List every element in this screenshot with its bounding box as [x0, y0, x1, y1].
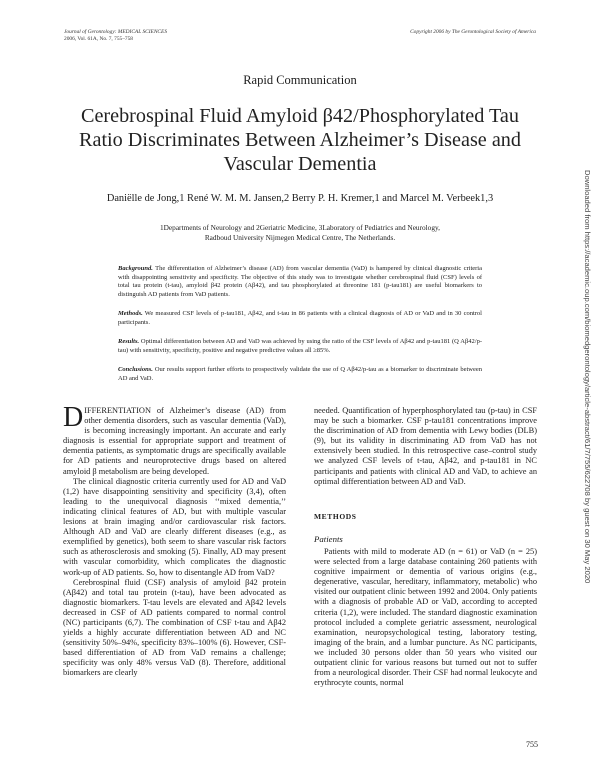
copyright-notice: Copyright 2006 by The Gerontological Society of America — [410, 29, 536, 35]
section-heading: METHODS — [314, 511, 357, 521]
abstract-label: Methods. — [118, 310, 143, 317]
abstract-text: The differentiation of Alzheimer’s disease (AD) from vascular dementia (VaD) is hampered by clinical diagnostic criteria with disappointing sensitivity and specificity. The objective of this study was to investigate whether cerebrospinal fluid (CSF) levels of total tau protein (t-tau), amyloid β42 protein (Aβ42), and tau phosphorylated at threonine 181 (p-tau181) are useful biomarkers to distinguish AD patients from VaD patients. — [118, 265, 482, 298]
abstract-label: Background. — [118, 265, 153, 272]
article-title: Cerebrospinal Fluid Amyloid β42/Phosphorylated Tau Ratio Discriminates Between Alzheimer’s Disease and Vascular Dementia — [79, 105, 521, 175]
abstract-text: Our results support further efforts to prospectively validate the use of Q Aβ42/p-tau as a biomarker to discriminate between AD and VaD. — [118, 366, 483, 382]
page-number: 755 — [526, 740, 538, 749]
intro-paragraph — [63, 402, 286, 477]
paragraph-text: IFFERENTIATION of Alzheimer’s disease (AD) from other dementia disorders, such as vascular dementia (VaD), is becoming increasingly important. An accurate and early diagnosis is essential for appropriate support and treatment of dementia patients, as symptomatic drugs are specifically available for AD patients and neuroprotective drugs based on altered amyloid β metabolism are being developed. — [63, 406, 286, 476]
abstract-text: Optimal differentiation between AD and VaD was achieved by using the ratio of the CSF levels of Aβ42 and p-tau181 (Q Aβ42/p-tau) with sensitivity, specificity, positive and negative predictive values all ≥85%. — [118, 338, 482, 354]
body-paragraph: needed. Quantification of hyperphosphorylated tau (p-tau) in CSF may be such a biomarker. CSF p-tau181 concentrations improve the discrimination of AD from dementia with Lewy bodies (DLB) (9), but its validity in discriminating AD from VaD has not extensively been studied. In this retrospective case–control study we analyzed CSF levels of t-tau, Aβ42, and p-tau181 in NC participants and patients with clinical AD and VaD, to achieve an optimal differentiation between AD and VaD. — [314, 406, 537, 486]
affiliations — [60, 223, 540, 243]
body-paragraph: Patients with mild to moderate AD (n = 61) or VaD (n = 25) were selected from a large database containing 260 patients with cognitive impairment or dementia of various origins (e.g., degenerative, vascular, hereditary, inflammatory, metabolic) who visited our outpatient clinic between 1992 and 2004. Only patients with a diagnosis of probable AD or VaD, according to accepted criteria (1,2), were included. The standard diagnostic examination protocol included a complete geriatric assessment, neurological examination, neuropsychological testing, laboratory testing, imaging of the brain, and a lumbar puncture. As NC participants, we included 30 persons older than 50 years who visited our outpatient clinic for various reasons but turned out not to suffer from a neurological disorder. Their CSF had normal leukocyte and erythrocyte counts, normal — [314, 546, 537, 688]
affiliation-line: 1Departments of Neurology and 2Geriatric Medicine, 3Laboratory of Pediatrics and Neurology, — [160, 223, 440, 232]
body-column-left — [63, 402, 286, 679]
abstract-methods — [118, 310, 482, 327]
body-column-right — [314, 406, 537, 688]
volume-info: 2006, Vol. 61A, No. 7, 755–758 — [64, 36, 133, 42]
article-type: Rapid Communication — [243, 73, 357, 87]
body-paragraph: The clinical diagnostic criteria currently used for AD and VaD (1,2) have disappointing sensitivity and specificity (3,4), often leading to the unequivocal diagnosis ‘‘mixed dementia,’’ indicating clinical features of AD, but with multiple vascular lesions at brain imaging and/or cardiovascular risk factors. Although AD and VaD are clearly different diseases (e.g., as exemplified by genetics), both seem to share vascular risk factors such as atherosclerosis and smoking (5). Finally, AD may present with vascular comorbidity, which complicates the diagnostic work-up of AD patients. So, how to disentangle AD from VaD? — [63, 476, 286, 577]
journal-name: Journal of Gerontology: MEDICAL SCIENCES — [64, 29, 168, 35]
abstract-results — [118, 338, 482, 355]
abstract-background — [118, 265, 482, 299]
body-paragraph: Cerebrospinal fluid (CSF) analysis of amyloid β42 protein (Aβ42) and total tau protein (t-tau), have been advocated as diagnostic biomarkers. T-tau levels are elevated and Aβ42 levels decreased in CSF of AD patients compared to normal control (NC) participants (6,7). The combination of CSF t-tau and Aβ42 yields a highly accurate differentiation between AD and NC (sensitivity 50%–94%, specificity 83%–100% (6). However, CSF-based differentiation of AD from VaD remains a challenge; specificity was only 48% versus VaD (8). Therefore, additional biomarkers are clearly — [63, 577, 286, 678]
abstract-label: Conclusions. — [118, 366, 153, 373]
affiliation-line: Radboud University Nijmegen Medical Centre, The Netherlands. — [204, 233, 396, 242]
abstract-conclusions — [118, 366, 482, 383]
running-header-left — [64, 29, 167, 43]
author-list: Daniëlle de Jong,1 René W. M. M. Jansen,2 Berry P. H. Kremer,1 and Marcel M. Verbeek1,3 — [106, 193, 494, 204]
download-watermark: Downloaded from https://academic.oup.com/biomedgerontology/article-abstract/61/7/755/622708 by guest on 30 May 2020 — [583, 170, 592, 584]
abstract-text: We measured CSF levels of p-tau181, Aβ42, and t-tau in 86 patients with a clinical diagnosis of AD or VaD and in 30 control participants. — [118, 310, 482, 326]
drop-cap: D — [63, 402, 84, 433]
abstract-label: Results. — [118, 338, 140, 345]
subsection-heading: Patients — [314, 533, 343, 544]
